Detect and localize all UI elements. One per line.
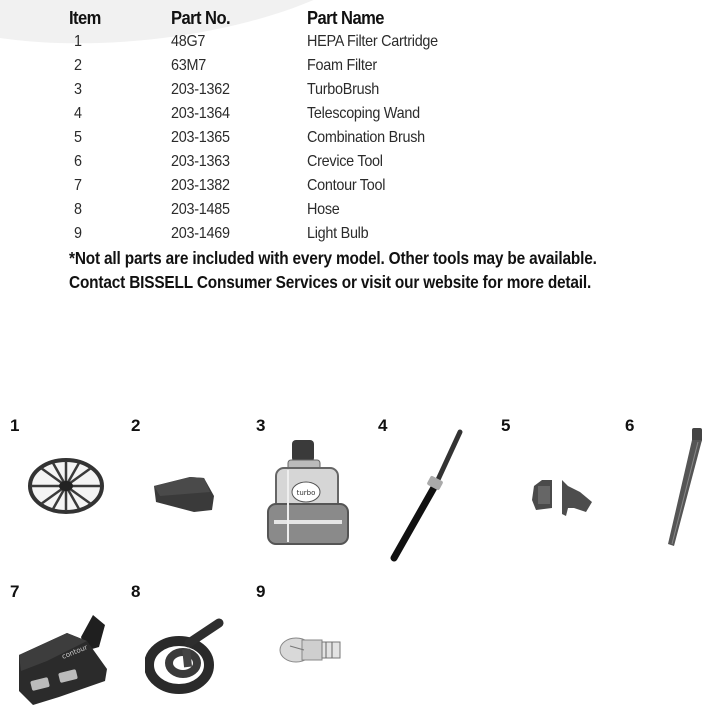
light-bulb-icon [278,634,344,666]
part-name: Crevice Tool [307,153,383,170]
part-name: Combination Brush [307,129,425,146]
illustration-number: 7 [10,582,20,601]
illustration-number: 8 [131,582,141,601]
part-name: HEPA Filter Cartridge [307,33,438,50]
part-number: 203-1364 [171,105,230,122]
item-number: 8 [74,201,82,218]
header-part-name: Part Name [307,8,384,28]
part-number: 203-1363 [171,153,230,170]
contour-tool-icon [17,611,109,711]
item-number: 1 [74,33,82,50]
part-name: Light Bulb [307,225,369,242]
part-name: Hose [307,201,340,218]
part-number: 48G7 [171,33,206,50]
foam-filter-icon [152,474,216,514]
illustration-number: 2 [131,416,141,435]
svg-text:contour: contour [60,643,89,661]
item-number: 6 [74,153,82,170]
hose-icon [145,617,227,695]
part-name: Foam Filter [307,57,377,74]
header-part-no: Part No. [171,8,231,28]
availability-note [69,246,597,294]
svg-text:turbo: turbo [296,489,316,497]
illustration-number: 9 [256,582,266,601]
part-number: 203-1469 [171,225,230,242]
part-name: TurboBrush [307,81,380,98]
part-number: 203-1365 [171,129,230,146]
turbobrush-icon [266,440,350,546]
item-number: 7 [74,177,82,194]
part-number: 63M7 [171,57,206,74]
part-number: 203-1362 [171,81,230,98]
crevice-tool-icon [662,428,706,550]
illustration-number: 4 [378,416,388,435]
part-number: 203-1485 [171,201,230,218]
combination-brush-icon [530,478,598,520]
hepa-filter-icon [27,457,105,515]
item-number: 3 [74,81,82,98]
illustration-number: 1 [10,416,20,435]
note-line-2: Contact BISSELL Consumer Services or visit our website for more detail. [69,272,592,292]
header-item: Item [69,8,101,28]
item-number: 9 [74,225,82,242]
part-name: Telescoping Wand [307,105,420,122]
item-number: 5 [74,129,82,146]
item-number: 4 [74,105,82,122]
illustration-number: 6 [625,416,635,435]
part-number: 203-1382 [171,177,230,194]
telescoping-wand-icon [388,428,468,562]
part-name: Contour Tool [307,177,386,194]
illustration-number: 5 [501,416,511,435]
illustration-number: 3 [256,416,266,435]
note-line-1: *Not all parts are included with every model. Other tools may be available. [69,248,597,268]
item-number: 2 [74,57,82,74]
